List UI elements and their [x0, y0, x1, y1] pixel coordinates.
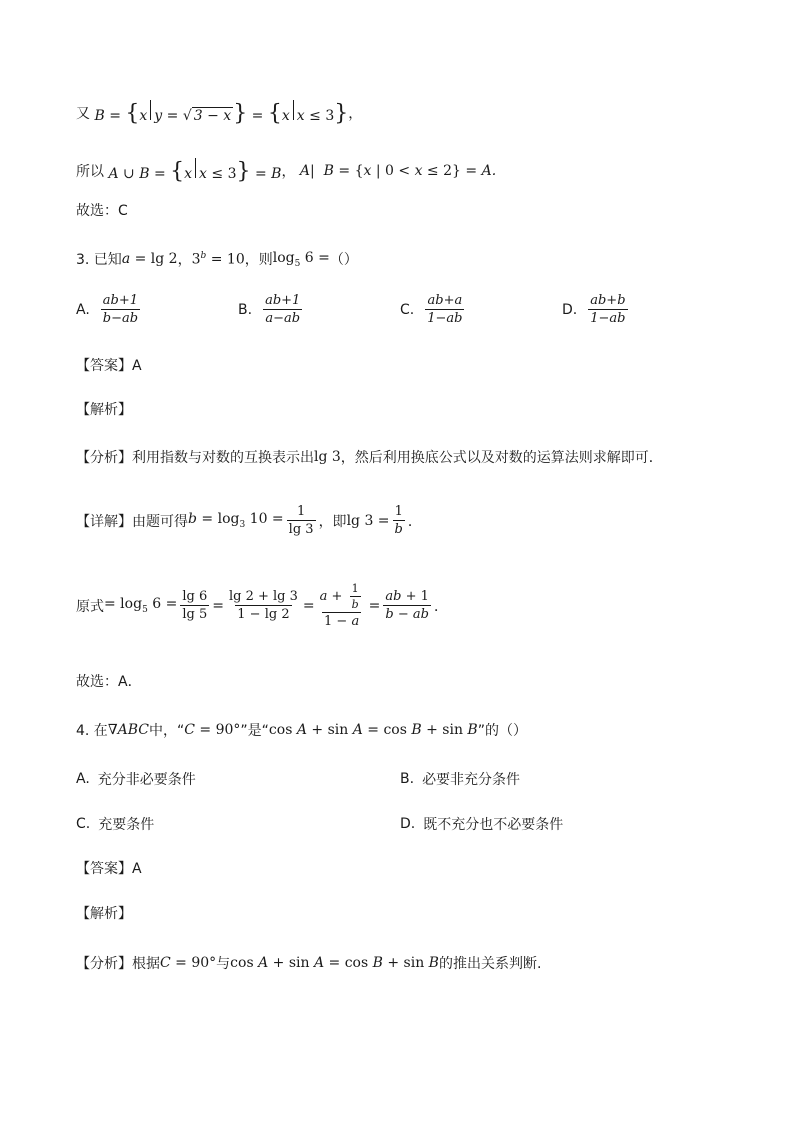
q4-option-d[interactable]: [400, 814, 563, 834]
line-prefix: 所以: [76, 163, 104, 180]
option-letter: B.: [238, 301, 253, 318]
math-3b: $3^b = 10$: [191, 250, 245, 268]
math-cos-sin-identity: cos A + sin A = cos B + sin B: [230, 955, 439, 971]
xiangjie-end: ．: [407, 513, 422, 530]
q3-option-d[interactable]: [562, 293, 631, 326]
xiangjie-prefix: 【详解】由题可得: [76, 513, 188, 530]
math-union: A ∪ B = {x x ≤ 3} = B: [104, 159, 282, 184]
math-c-90: C = 90°: [160, 955, 217, 971]
q3-option-c[interactable]: [400, 293, 467, 326]
set-b-definition-line: [76, 100, 362, 125]
fraction-lg2-lg3: $\frac{\lg 2 + \lg 3}{1 - \lg 2}$: [228, 589, 298, 622]
math-a-lg2: a = lg 2: [121, 251, 178, 267]
q3-stem-end: （）: [329, 252, 358, 268]
q4-stem-mid1: 中，“: [148, 723, 185, 739]
q4-analysis-title: 【解析】: [76, 906, 132, 922]
yuanshi-prefix: 原式: [76, 598, 104, 615]
fraction-1-over-lg3: $\frac{1}{\lg 3}$: [288, 504, 314, 537]
q3-yuanshi: 原式 = $\log_5 6$ = $\frac{\lg 6}{\lg 5}$ = $\frac{\lg 2 + \lg 3}{1 - \lg 2}$ = a + $\frac{1}{b}$ 1 − a = $\frac{ab + 1}{b - ab}$ ．: [76, 582, 448, 629]
line-prefix: 又: [76, 105, 90, 122]
q3-answer: 【答案】A: [76, 358, 142, 374]
line-sep: ，: [348, 105, 363, 122]
option-text: 充要条件: [98, 817, 155, 833]
math-lg3-eq: lg 3 =: [346, 512, 390, 529]
q3-xiangjie: [76, 504, 422, 537]
union-intersection-line: [76, 158, 496, 183]
line-sep: ，: [281, 163, 296, 180]
q4-stem-prefix: 4. 在: [76, 723, 108, 739]
option-fraction: $\frac{ab+1}{a-ab}$: [265, 293, 301, 326]
q4-stem-mid2: ”是“: [240, 723, 269, 739]
q2-choice: 故选：C: [76, 203, 128, 219]
option-fraction: $\frac{ab+1}{b-ab}$: [102, 293, 139, 326]
q4-stem: [76, 720, 527, 740]
option-text: 必要非充分条件: [422, 772, 521, 788]
math-intersection: A| B = {x | 0 < x ≤ 2} = A.: [295, 162, 497, 179]
option-fraction: $\frac{ab+b}{1-ab}$: [590, 293, 626, 326]
xiangjie-mid: ，即: [318, 513, 347, 530]
option-letter: A.: [76, 301, 90, 318]
q4-fenxi: [76, 953, 541, 973]
q3-stem-mid2: ，则: [244, 252, 273, 268]
option-letter: C.: [76, 816, 91, 832]
option-letter: A.: [76, 771, 90, 787]
fraction-result: $\frac{ab + 1}{b - ab}$: [385, 589, 429, 622]
fenxi-mid: 与: [216, 956, 231, 972]
q3-option-a[interactable]: [76, 293, 143, 326]
fraction-lg6-lg5: $\frac{\lg 6}{\lg 5}$: [182, 589, 208, 622]
fenxi-prefix: 【分析】利用指数与对数的互换表示出: [76, 450, 314, 466]
option-fraction: $\frac{ab+a}{1-ab}$: [427, 293, 463, 326]
math-c-90: C = 90°: [184, 722, 241, 738]
q3-stem-mid1: ，: [177, 252, 192, 268]
math-b-log3-10: $b = \log_3 10$ =: [188, 511, 284, 530]
q3-option-b[interactable]: [238, 293, 305, 326]
option-text: 既不充分也不必要条件: [423, 817, 564, 833]
option-letter: B.: [400, 771, 415, 787]
fenxi-end: 的推出关系判断.: [438, 956, 542, 972]
math-cos-sin-identity: cos A + sin A = cos B + sin B: [268, 722, 478, 738]
math-triangle-abc: ∇ABC: [107, 722, 149, 738]
option-letter: D.: [562, 301, 578, 318]
q4-answer: 【答案】A: [76, 861, 142, 877]
q4-option-a[interactable]: [76, 769, 196, 789]
q4-option-b[interactable]: [400, 769, 520, 789]
fenxi-prefix: 【分析】根据: [76, 956, 160, 972]
math-lg3: lg 3: [314, 449, 341, 465]
q3-choice: 故选：A．: [76, 674, 142, 690]
math-b-def: B = {x y = √ 3 − x} = {x x ≤ 3}: [90, 101, 349, 126]
option-letter: D.: [400, 816, 416, 832]
q3-stem-prefix: 3. 已知: [76, 252, 122, 268]
fraction-compound: a + $\frac{1}{b}$ 1 − a: [319, 582, 360, 629]
q4-stem-end: ”的（）: [477, 723, 527, 739]
q4-option-c[interactable]: [76, 814, 154, 834]
yuanshi-end: ．: [433, 598, 448, 615]
fenxi-suffix: ，然后利用换底公式以及对数的运算法则求解即可．: [340, 450, 663, 466]
math-log5-6: $\log_5 6$ =: [272, 249, 330, 269]
q3-stem: [76, 249, 358, 269]
math-log5-6: = $\log_5 6$ =: [104, 596, 178, 615]
fraction-1-over-b: $\frac{1}{b}$: [394, 504, 403, 537]
q3-fenxi: [76, 447, 663, 467]
option-text: 充分非必要条件: [97, 772, 196, 788]
option-letter: C.: [400, 301, 415, 318]
q3-analysis-title: 【解析】: [76, 402, 132, 418]
